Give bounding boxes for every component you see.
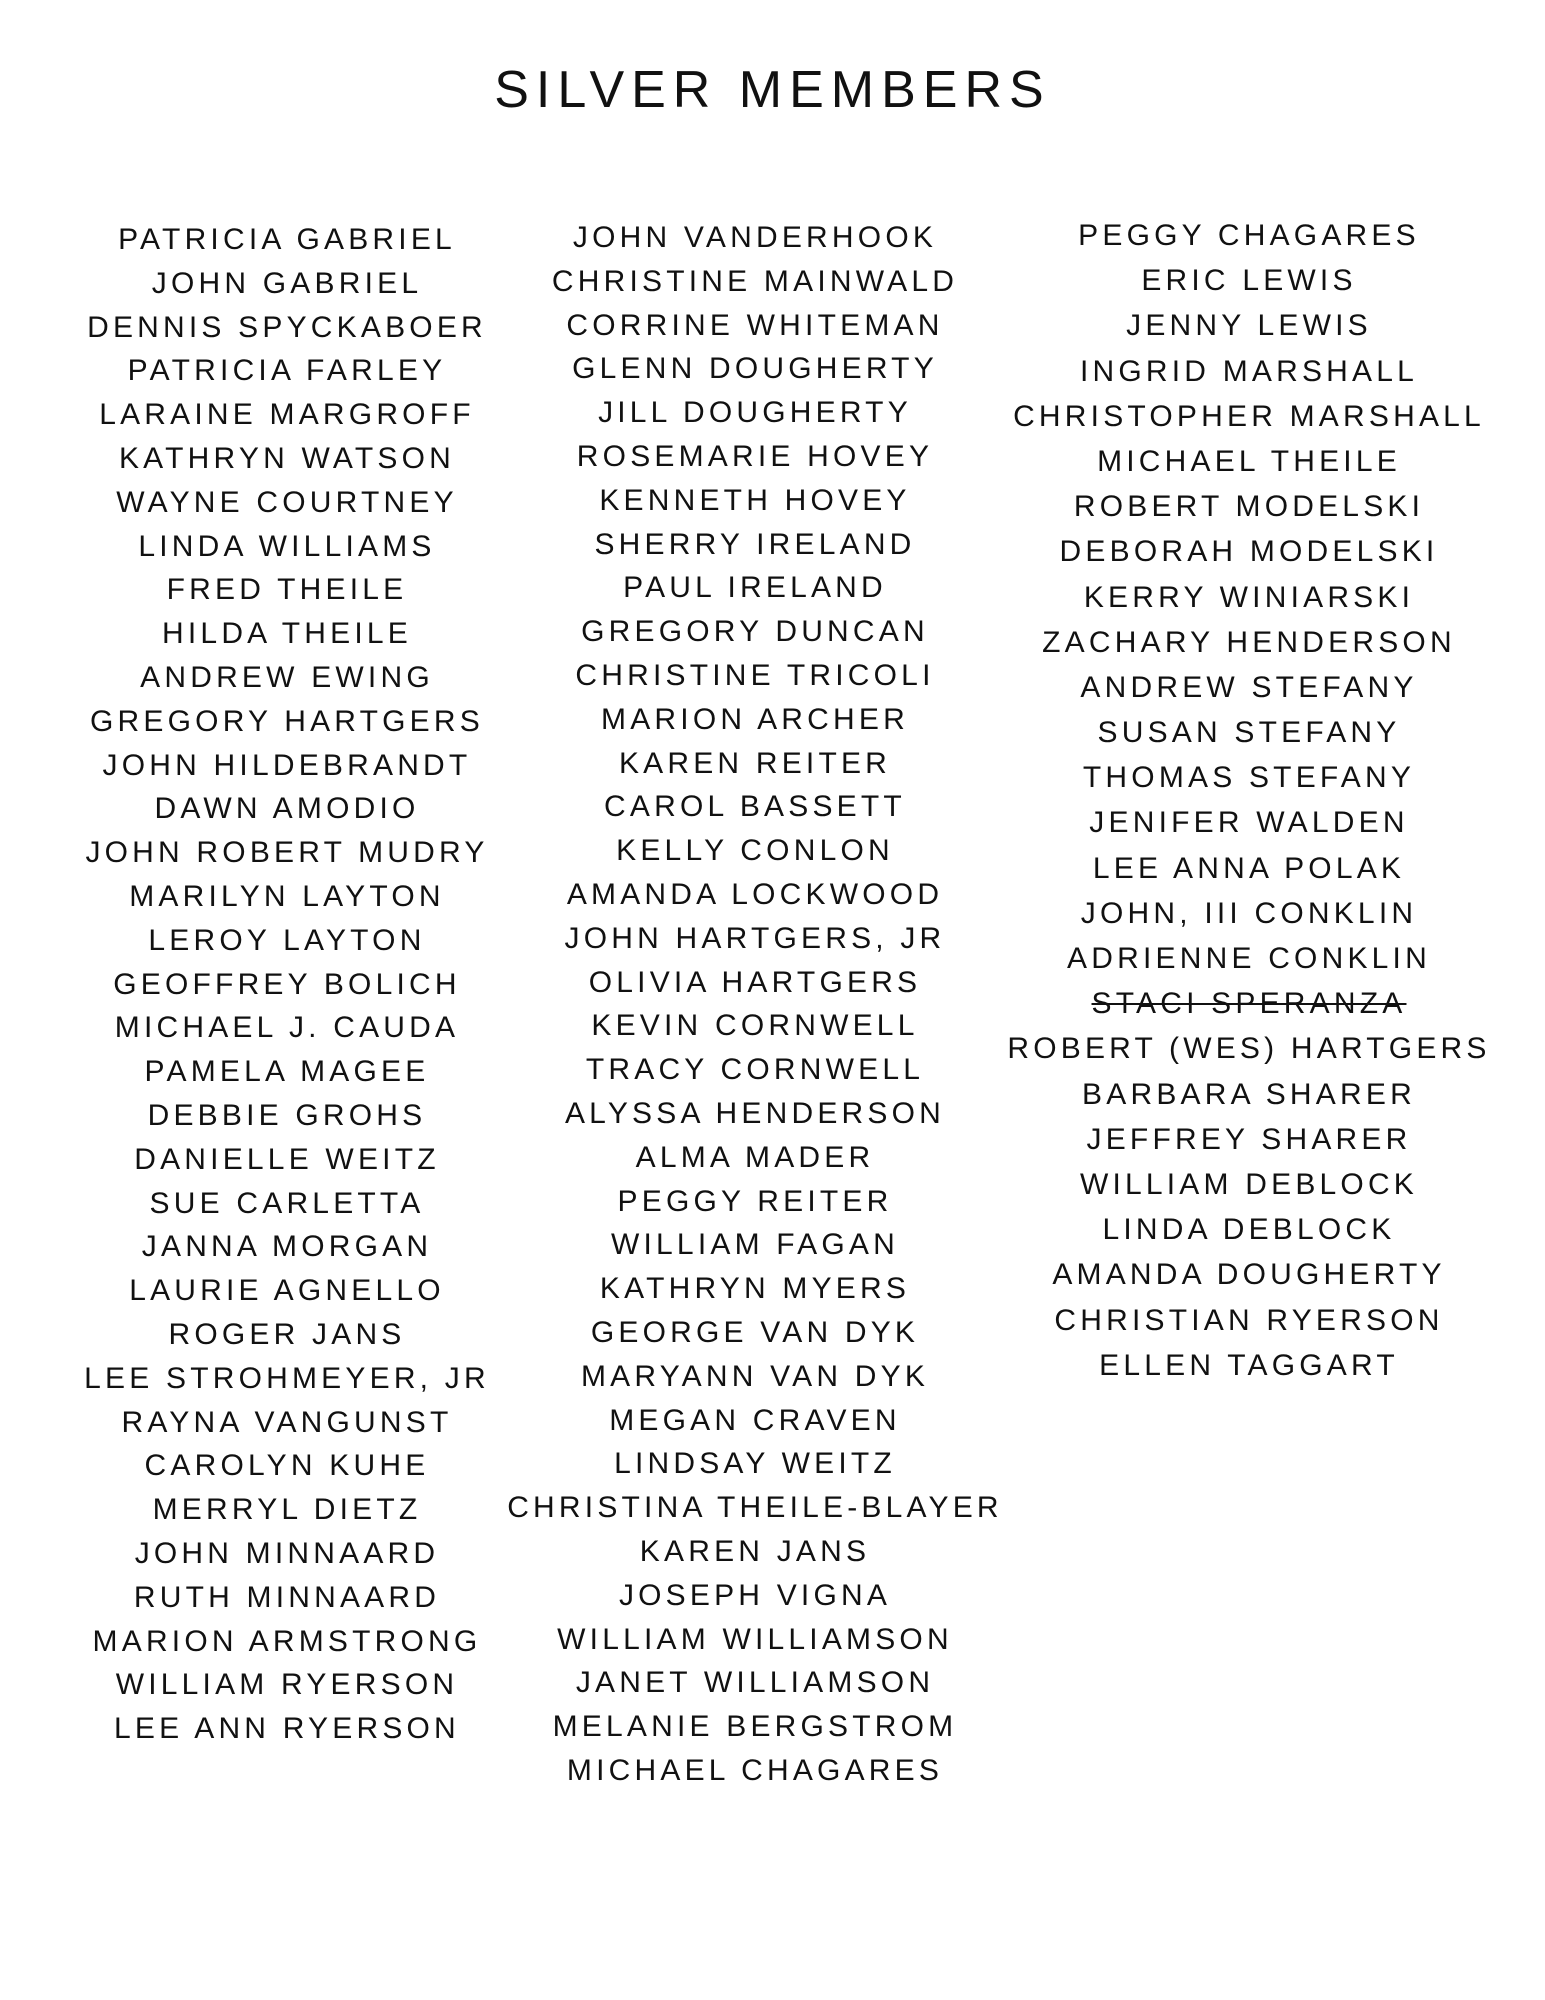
member-name: ALMA MADER bbox=[635, 1140, 875, 1174]
member-name: CAROLYN KUHE bbox=[144, 1449, 430, 1483]
member-name: ROBERT MODELSKI bbox=[1073, 490, 1425, 524]
member-name: THOMAS STEFANY bbox=[1082, 761, 1416, 795]
member-name: MARILYN LAYTON bbox=[129, 879, 445, 913]
member-name: MICHAEL CHAGARES bbox=[566, 1753, 944, 1787]
member-name: DEBORAH MODELSKI bbox=[1059, 535, 1439, 569]
member-name: JILL DOUGHERTY bbox=[598, 396, 912, 430]
member-name: AMANDA DOUGHERTY bbox=[1052, 1258, 1446, 1292]
member-name: GEOFFREY BOLICH bbox=[113, 967, 461, 1001]
member-name: ZACHARY HENDERSON bbox=[1042, 625, 1456, 659]
member-name: ROSEMARIE HOVEY bbox=[576, 439, 934, 473]
member-name: LINDA WILLIAMS bbox=[138, 529, 436, 563]
member-name: JOHN MINNAARD bbox=[134, 1536, 440, 1570]
page-title: SILVER MEMBERS bbox=[494, 61, 1051, 119]
member-name: JOHN HARTGERS, JR bbox=[564, 921, 946, 955]
member-name: LEE ANN RYERSON bbox=[114, 1712, 460, 1746]
member-name: WILLIAM WILLIAMSON bbox=[557, 1622, 953, 1656]
member-name: JENNY LEWIS bbox=[1126, 309, 1372, 343]
member-name: JEFFREY SHARER bbox=[1086, 1122, 1412, 1156]
member-name: MICHAEL J. CAUDA bbox=[114, 1011, 460, 1045]
member-column-1 bbox=[37, 218, 537, 1751]
member-name: MARION ARMSTRONG bbox=[92, 1624, 482, 1658]
member-name: ELLEN TAGGART bbox=[1099, 1348, 1399, 1382]
member-name: PEGGY REITER bbox=[617, 1184, 893, 1218]
member-name: TRACY CORNWELL bbox=[585, 1053, 925, 1087]
member-name: LAURIE AGNELLO bbox=[129, 1274, 445, 1308]
member-name: KELLY CONLON bbox=[616, 834, 894, 868]
member-name: MELANIE BERGSTROM bbox=[552, 1710, 958, 1744]
member-name: KATHRYN MYERS bbox=[599, 1272, 911, 1306]
member-name: KATHRYN WATSON bbox=[118, 441, 456, 475]
member-name: LINDSAY WEITZ bbox=[614, 1447, 896, 1481]
member-name: ANDREW EWING bbox=[140, 660, 434, 694]
member-name: CORRINE WHITEMAN bbox=[566, 308, 944, 342]
member-name: CAROL BASSETT bbox=[604, 790, 906, 824]
member-name: GREGORY HARTGERS bbox=[90, 704, 484, 738]
member-name: GLENN DOUGHERTY bbox=[572, 352, 938, 386]
member-name: CHRISTINE MAINWALD bbox=[551, 264, 959, 298]
member-name: SHERRY IRELAND bbox=[594, 527, 916, 561]
member-column-3 bbox=[999, 213, 1499, 1388]
member-name: MICHAEL THEILE bbox=[1097, 444, 1401, 478]
member-column-2 bbox=[505, 216, 1005, 1793]
member-name: JANNA MORGAN bbox=[141, 1230, 433, 1264]
member-name: JOHN GABRIEL bbox=[151, 266, 423, 300]
member-name: WILLIAM DEBLOCK bbox=[1079, 1167, 1419, 1201]
member-name: AMANDA LOCKWOOD bbox=[566, 877, 944, 911]
member-name: MEGAN CRAVEN bbox=[609, 1403, 901, 1437]
member-name: LEE ANNA POLAK bbox=[1092, 851, 1406, 885]
member-name: DEBBIE GROHS bbox=[147, 1098, 427, 1132]
member-name: CHRISTINA THEILE-BLAYER bbox=[507, 1491, 1003, 1525]
member-name: JOHN ROBERT MUDRY bbox=[85, 836, 489, 870]
member-name: SUE CARLETTA bbox=[149, 1186, 425, 1220]
member-name: MERRYL DIETZ bbox=[152, 1493, 422, 1527]
member-name: JANET WILLIAMSON bbox=[575, 1666, 935, 1700]
member-name: PATRICIA FARLEY bbox=[127, 354, 447, 388]
member-name: KAREN JANS bbox=[639, 1534, 871, 1568]
member-name: JOHN HILDEBRANDT bbox=[102, 748, 472, 782]
member-name: PEGGY CHAGARES bbox=[1078, 219, 1420, 252]
member-name: RAYNA VANGUNST bbox=[121, 1405, 453, 1439]
member-name: DANIELLE WEITZ bbox=[134, 1142, 440, 1176]
member-name: ROBERT (WES) HARTGERS bbox=[1007, 1032, 1491, 1066]
member-name: JOHN, III CONKLIN bbox=[1080, 896, 1418, 930]
member-name: LEE STROHMEYER, JR bbox=[84, 1361, 490, 1395]
member-name: WILLIAM RYERSON bbox=[115, 1668, 459, 1702]
member-name: KERRY WINIARSKI bbox=[1083, 580, 1415, 614]
member-name: ANDREW STEFANY bbox=[1080, 670, 1418, 704]
member-name: ERIC LEWIS bbox=[1141, 264, 1357, 298]
member-name: MARYANN VAN DYK bbox=[580, 1359, 930, 1393]
member-name: SUSAN STEFANY bbox=[1097, 716, 1401, 750]
member-name: KENNETH HOVEY bbox=[599, 483, 911, 517]
member-name: JENIFER WALDEN bbox=[1089, 806, 1409, 840]
member-name: ADRIENNE CONKLIN bbox=[1067, 942, 1431, 975]
member-name: GEORGE VAN DYK bbox=[590, 1315, 920, 1349]
member-name: ROGER JANS bbox=[168, 1317, 406, 1351]
member-name: HILDA THEILE bbox=[162, 617, 412, 651]
member-name: ALYSSA HENDERSON bbox=[564, 1096, 946, 1130]
member-name: LARAINE MARGROFF bbox=[99, 398, 475, 432]
member-name: CHRISTINE TRICOLI bbox=[575, 658, 935, 692]
member-name: PATRICIA GABRIEL bbox=[118, 223, 456, 256]
member-name: CHRISTIAN RYERSON bbox=[1054, 1303, 1444, 1337]
member-name: LEROY LAYTON bbox=[148, 923, 426, 957]
member-name: PAMELA MAGEE bbox=[144, 1055, 430, 1089]
member-name: WILLIAM FAGAN bbox=[611, 1228, 899, 1262]
member-name: JOHN VANDERHOOK bbox=[572, 221, 938, 254]
member-name: FRED THEILE bbox=[166, 573, 408, 607]
member-name: GREGORY DUNCAN bbox=[581, 615, 929, 649]
member-name: BARBARA SHARER bbox=[1082, 1077, 1416, 1111]
member-name: OLIVIA HARTGERS bbox=[588, 965, 922, 999]
member-name: JOSEPH VIGNA bbox=[618, 1578, 892, 1612]
member-name: WAYNE COURTNEY bbox=[116, 485, 458, 519]
member-name: KAREN REITER bbox=[618, 746, 892, 780]
member-name: KEVIN CORNWELL bbox=[591, 1009, 919, 1043]
member-name: RUTH MINNAARD bbox=[133, 1580, 441, 1614]
member-name: DENNIS SPYCKABOER bbox=[87, 310, 487, 344]
member-name: INGRID MARSHALL bbox=[1079, 354, 1419, 388]
member-name: LINDA DEBLOCK bbox=[1102, 1213, 1396, 1247]
member-name: DAWN AMODIO bbox=[154, 792, 420, 826]
member-name: MARION ARCHER bbox=[601, 702, 909, 736]
member-name: STACI SPERANZA bbox=[1091, 987, 1407, 1021]
member-name: CHRISTOPHER MARSHALL bbox=[1013, 399, 1485, 433]
member-name: PAUL IRELAND bbox=[623, 571, 887, 605]
